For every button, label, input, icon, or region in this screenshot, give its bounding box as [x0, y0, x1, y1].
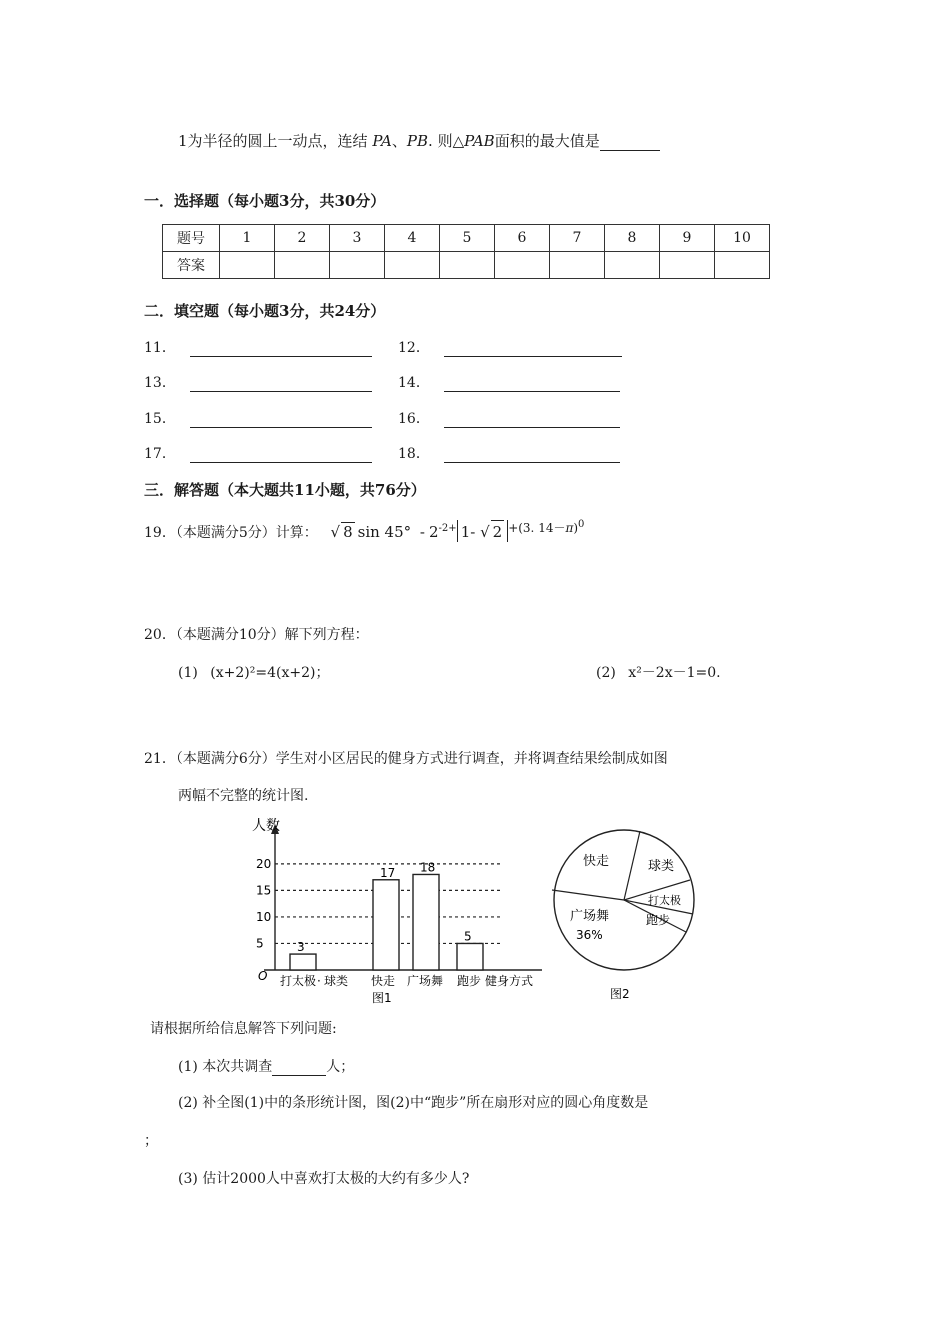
- pie-label-percent: 36%: [576, 928, 603, 942]
- q20-part1: [178, 662, 329, 682]
- answer-cell[interactable]: [440, 252, 495, 279]
- q19-abs: 1- √ 2: [457, 520, 509, 542]
- pie-label-paobu: 跑步: [646, 913, 671, 927]
- q19-exp: -2: [438, 523, 449, 534]
- intro-prefix: 1为半径的圆上一动点，连结: [178, 132, 373, 150]
- fill-item-16: [398, 408, 620, 428]
- fill-item-label: 16．: [398, 411, 430, 427]
- y-tick-label: 15: [256, 883, 272, 898]
- x-cat-label-3: 广场舞: [407, 974, 444, 988]
- q21-sub1-blank[interactable]: [272, 1061, 326, 1076]
- bar-value-label: 18: [420, 860, 436, 875]
- q21-sub2: (2) 补全图(1)中的条形统计图，图(2)中“跑步”所在扇形对应的圆心角度数是: [178, 1095, 649, 1111]
- bar-value-label: 3: [297, 940, 305, 955]
- answer-table-num: 4: [385, 225, 440, 252]
- q19-sin: sin 45°: [357, 523, 412, 541]
- fill-item-11: [144, 337, 372, 357]
- answer-cell[interactable]: [275, 252, 330, 279]
- intro-pab: PAB: [464, 132, 495, 150]
- fill-item-label: 13．: [144, 375, 176, 391]
- q21-sub1: [178, 1056, 354, 1076]
- pie-chart: [548, 812, 708, 1007]
- answer-cell[interactable]: [660, 252, 715, 279]
- bar-value-label: 17: [380, 865, 396, 880]
- q19-tail: [508, 521, 584, 535]
- fill-item-label: 18．: [398, 446, 430, 462]
- y-axis-label: 人数: [252, 818, 280, 834]
- pie-label-guangchangwu: 广场舞: [570, 909, 610, 924]
- fill-item-12: [398, 337, 622, 357]
- q19-label: 19．（本题满分5分）计算：: [144, 525, 318, 541]
- x-cat-label-4: 跑步: [457, 974, 482, 988]
- fill-item-18: [398, 443, 620, 463]
- x-cat-label-1: 球类: [324, 974, 349, 988]
- fill-blank[interactable]: [190, 377, 372, 392]
- answer-table-header-number: 题号: [163, 225, 220, 252]
- q21-line2: 两幅不完整的统计图.: [178, 788, 309, 804]
- q19-tail-close: ): [573, 521, 579, 535]
- fill-blank[interactable]: [444, 448, 620, 463]
- q21-sub2-tail: ；: [144, 1133, 158, 1149]
- fill-item-15: [144, 408, 372, 428]
- pie-label-taiji: 打太极: [648, 894, 681, 907]
- answer-cell[interactable]: [495, 252, 550, 279]
- answer-table-num: 10: [715, 225, 770, 252]
- y-tick-label: 20: [256, 856, 272, 871]
- fill-blank[interactable]: [444, 377, 620, 392]
- answer-table-num: 7: [550, 225, 605, 252]
- fill-blank[interactable]: [444, 413, 620, 428]
- answer-table-num: 6: [495, 225, 550, 252]
- answer-table-number-row: [163, 225, 770, 252]
- answer-table-num: 5: [440, 225, 495, 252]
- x-axis-label: 健身方式: [485, 974, 534, 988]
- answer-table-answer-row: [163, 252, 770, 279]
- pie-label-kuaizou: 快走: [583, 854, 610, 869]
- answer-cell[interactable]: [330, 252, 385, 279]
- q20-part1-label: (1): [178, 665, 198, 681]
- pie-divider: [624, 831, 640, 900]
- answer-table-num: 9: [660, 225, 715, 252]
- intro-answer-blank[interactable]: [600, 136, 660, 151]
- q19-abs-sqrt: 2: [491, 520, 505, 543]
- answer-cell[interactable]: [715, 252, 770, 279]
- origin-label: O: [258, 969, 268, 983]
- fill-item-label: 12．: [398, 340, 430, 356]
- q19: [144, 520, 584, 542]
- pie-chart-caption: 图2: [610, 987, 630, 1001]
- q19-tail-open: +(3. 14－: [508, 521, 566, 535]
- y-tick-label: 5: [256, 936, 264, 951]
- fill-item-label: 17．: [144, 446, 176, 462]
- section1-title: 一．选择题（每小题3分，共30分）: [144, 192, 386, 210]
- q19-abs-left: 1-: [460, 523, 476, 541]
- section2-title: 二．填空题（每小题3分，共24分）: [144, 302, 386, 320]
- answer-table-num: 8: [605, 225, 660, 252]
- answer-table: [162, 224, 770, 279]
- answer-cell[interactable]: [550, 252, 605, 279]
- intro-line: [178, 130, 660, 151]
- bar-跑步: [457, 943, 483, 970]
- answer-table-header-answer: 答案: [163, 252, 220, 279]
- intro-sep: 、: [391, 132, 407, 150]
- q19-minus: -: [419, 523, 425, 541]
- q20-part2: [596, 662, 721, 682]
- fill-item-17: [144, 443, 372, 463]
- fill-item-label: 15．: [144, 411, 176, 427]
- q19-formula: √ 8 $\sin 45^\circ - 2^{-2+}$ 1- √ 2 $^{+(3. 14-\pi)^0}$: [330, 519, 585, 541]
- bar-value-label: 5: [464, 929, 472, 944]
- q19-pi: π: [565, 521, 574, 535]
- intro-pa: PA: [372, 132, 392, 150]
- q21-sub3: (3) 估计2000人中喜欢打太极的大约有多少人?: [178, 1171, 470, 1187]
- fill-blank[interactable]: [190, 413, 372, 428]
- intro-mid: . 则△: [428, 132, 465, 150]
- q20-part2-label: (2): [596, 665, 616, 681]
- q20-label: 20．（本题满分10分）解下列方程：: [144, 627, 369, 643]
- x-cat-sep: ·: [317, 974, 321, 988]
- fill-item-label: 11．: [144, 340, 176, 356]
- answer-cell[interactable]: [220, 252, 275, 279]
- answer-table-num: 3: [330, 225, 385, 252]
- section3-title: 三．解答题（本大题共11小题，共76分）: [144, 481, 426, 499]
- q19-tail-exp: 0: [578, 519, 585, 530]
- answer-cell[interactable]: [605, 252, 660, 279]
- bar-打太极: [290, 954, 316, 970]
- q21-sub1-prefix: (1) 本次共调查: [178, 1059, 273, 1075]
- bar-chart: [240, 812, 550, 1007]
- fill-item-13: [144, 372, 372, 392]
- x-cat-label-2: 快走: [371, 974, 396, 988]
- fill-item-14: [398, 372, 620, 392]
- q19-base: 2: [429, 523, 439, 541]
- fill-blank[interactable]: [444, 342, 622, 357]
- q20-part1-expr: (x+2)²=4(x+2)；: [210, 665, 330, 681]
- bar-chart-caption: 图1: [372, 991, 392, 1005]
- pie-divider: [552, 890, 624, 900]
- bar-广场舞: [413, 874, 439, 970]
- q19-plus: +: [448, 523, 457, 534]
- x-cat-label-0: 打太极: [280, 974, 317, 988]
- fill-item-label: 14．: [398, 375, 430, 391]
- bar-快走: [373, 880, 399, 970]
- intro-suffix: 面积的最大值是: [494, 132, 600, 150]
- pie-label-qiulei: 球类: [648, 859, 675, 874]
- q21-prompt: 请根据所给信息解答下列问题:: [150, 1021, 337, 1037]
- q21-line1: 21．（本题满分6分）学生对小区居民的健身方式进行调查，并将调查结果绘制成如图: [144, 751, 668, 767]
- answer-table-num: 2: [275, 225, 330, 252]
- q20-part2-expr: x²－2x－1=0.: [628, 665, 721, 681]
- y-tick-label: 10: [256, 909, 272, 924]
- q21-sub1-suffix: 人；: [326, 1059, 355, 1075]
- answer-table-num: 1: [220, 225, 275, 252]
- intro-pb: PB: [406, 132, 429, 150]
- answer-cell[interactable]: [385, 252, 440, 279]
- fill-blank[interactable]: [190, 448, 372, 463]
- fill-blank[interactable]: [190, 342, 372, 357]
- q19-sqrt-arg: 8: [343, 523, 353, 541]
